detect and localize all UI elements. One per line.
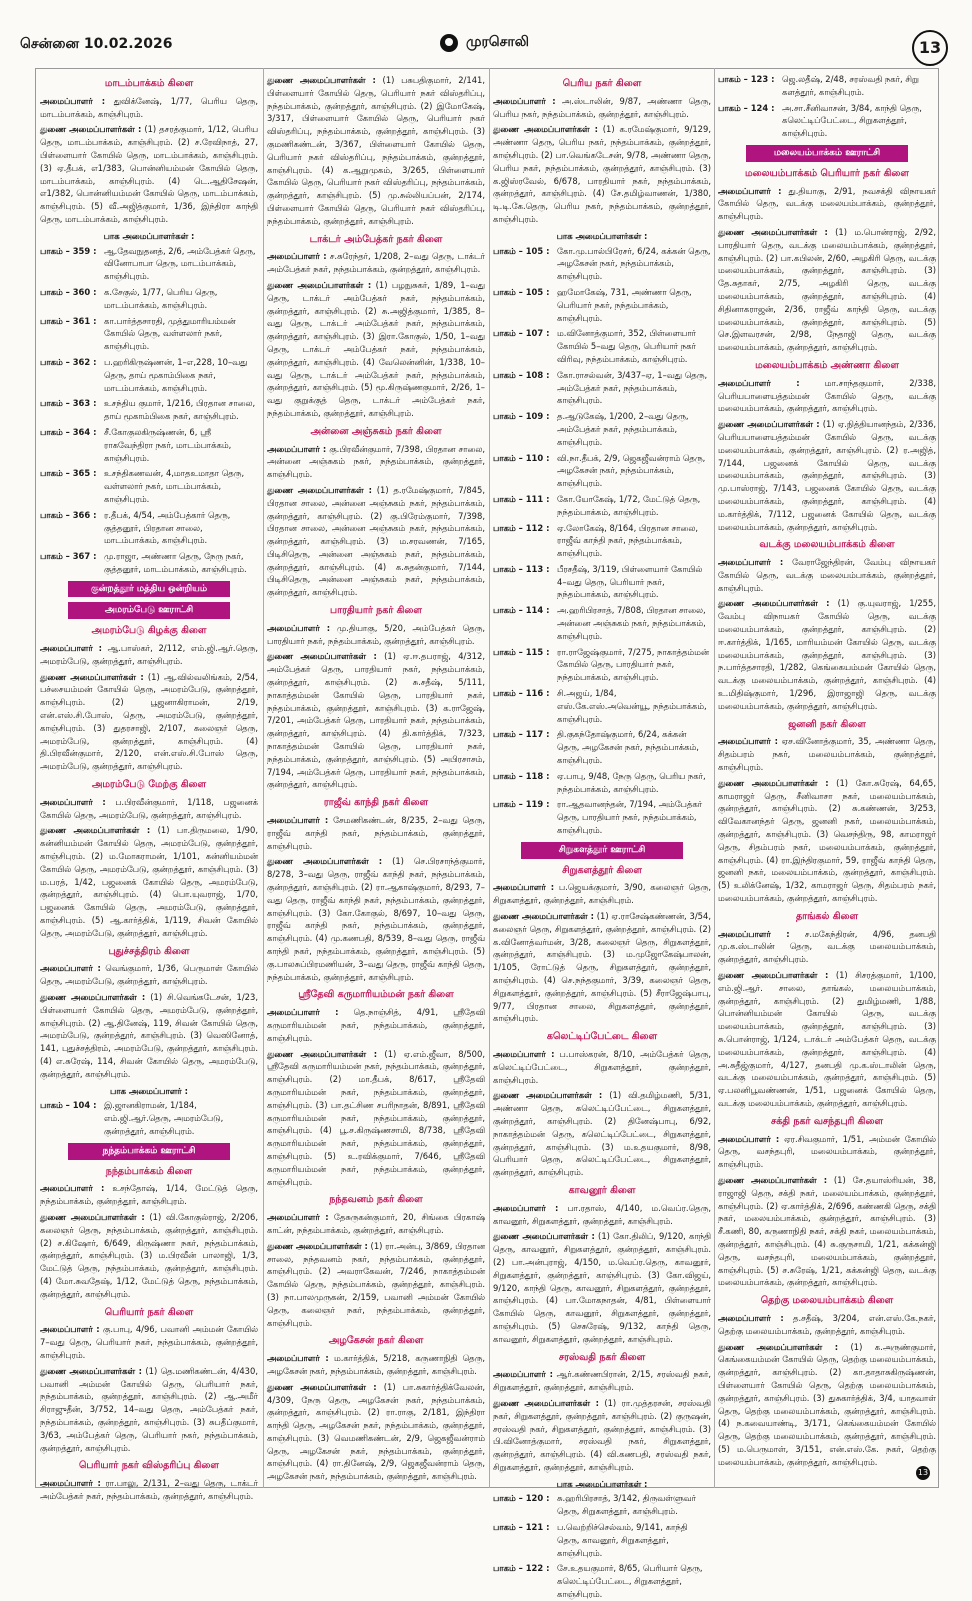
member-details: (1) க.அருண்குமார், கெங்கையம்மன் கோயில் தெரு, தெற்கு மலையம்பாக்கம், குன்றத்தூர், காஞ்சிபுரம். (2) கா.தாதாசுகிருஷ்ணன், பிள்ளையார் கோயில் தெரு, தெற்கு மலையம்பாக்கம், குன்றத்தூர், காஞ்சிபுரம். (3) துசுகார்த்திக், 3/4, யாதவாள் தெரு, தெற்கு மலையம்பாக்கம், குன்றத்தூர், காஞ்சிபுரம். (4) ந.கவையாண்டி, 3/171, கெங்கையம்மன் கோயில் தெரு, தெற்கு மலையம்பாக்கம், குன்றத்தூர், காஞ்சிபுரம். (5) ம.பெருமாள், 3/151, என்.எஸ்.கே. நகர், தெற்கு மலையம்பாக்கம், குன்றத்தூர், காஞ்சிபுரம். <box>718 1341 937 1467</box>
role-label: துணை அமைப்பாளர்கள் : <box>40 1211 145 1222</box>
member-details: தெ.நாஞ்சித், 4/91, ஸ்ரீதேவி கருமாரியம்மன் நகர், நந்தம்பாக்கம், குன்றத்தூர், காஞ்சிபுரம். <box>267 1007 485 1043</box>
booth-number: பாகம் – 105 : <box>493 245 550 256</box>
booth-number: பாகம் – 124 : <box>718 102 775 113</box>
member-details: ஏர.சிவகுமார், 1/51, அம்மன் கோயில் தெரு, வசந்தபுரி, மலையம்பாக்கம், குன்றத்தூர், காஞ்சிபுரம். <box>718 1133 936 1170</box>
branch-heading: ஸ்ரீதேவி கருமாரியம்மன் நகர் கிளை <box>298 989 454 1001</box>
role-label: அமைப்பாளர் : <box>493 1369 553 1380</box>
branch-heading: நந்தம்பாக்கம் கிளை <box>105 1165 193 1177</box>
member-entry <box>267 1211 485 1237</box>
booth-member: ப.ஹரிகிருஷ்ணன், 1–எ,228, 10–வது தெரு, தாய் மூகாம்பிகை நகர், மாடம்பாக்கம், காஞ்சிபுரம். <box>104 356 248 393</box>
branch-heading: காவனூர் கிளை <box>568 1184 636 1196</box>
booth-row <box>493 410 711 448</box>
booth-member: உசந்திகணவன், 4,மாதஉமாதா தெரு, வள்ளலார் நகர், மாடம்பாக்கம், காஞ்சிபுரம். <box>104 468 245 504</box>
member-entry <box>40 95 258 121</box>
member-details: கு.பிரவீன்குமார், 7/398, பிரதான சாலை, அன்னை அஞ்சுகம் நகர், நந்தம்பாக்கம், குன்றத்தூர், காஞ்சிபுரம். <box>267 443 486 480</box>
role-label: துணை அமைப்பாளர்கள் : <box>267 484 372 495</box>
member-details: ப.ஜெயக்குமார், 3/90, கலைஞர் தெரு, சிறுகளத்தூர், குன்றத்தூர், காஞ்சிபுரம். <box>493 882 711 906</box>
booth-row <box>40 1099 258 1137</box>
page-number-badge: 13 <box>912 30 948 66</box>
role-label: அமைப்பாளர் : <box>267 1007 339 1018</box>
member-entry <box>718 1174 936 1289</box>
booth-row <box>40 509 258 547</box>
member-details: (1) ரா.முத்தரசன், சரஸ்வதி நகர், சிறுகளத்தூர், குன்றத்தூர், காஞ்சிபுரம். (2) குருஷன், சரஸ்வதி நகர், சிறுகளத்தூர், குன்றத்தூர், காஞ்சிபுரம். (3) பி.வினோத்குமார், சரஸ்வதி நகர், சிறுகளத்தூர், குன்றத்தூர், காஞ்சிபுரம். (4) வி.கணபதி, சரஸ்வதி நகர், சிறுகளத்தூர், குன்றத்தூர், காஞ்சிபுரம். <box>493 1397 712 1472</box>
member-details: மா.சாந்தகுமார், 2/338, பெரியபாளையத்தம்மன் கோயில் தெரு, வடக்கு மலையம்பாக்கம், குன்றத்தூர், காஞ்சிபுரம். <box>718 377 936 414</box>
role-label: துணை அமைப்பாளர்கள் : <box>267 1240 368 1251</box>
booth-member: அ.சா.சீனிவாசன், 3/84, காந்தி தெரு, கலெட்டிப்பேட்டை, சிறுகளத்தூர், காஞ்சிபுரம். <box>782 102 922 139</box>
sub-heading: பாக அமைப்பாளர்கள் : <box>556 1478 648 1489</box>
booth-number: பாகம் – 116 : <box>493 688 550 699</box>
booth-member: சி.அஜய், 1/84, எஸ்.கே.எஸ்.அவென்யூ, நந்தம்பாக்கம், காஞ்சிபுரம். <box>557 688 707 724</box>
member-details: (1) ஏ.நித்தியானந்தம், 2/336, பெரியபாளையத்தம்மன் கோயில் தெரு, வடக்கு மலையம்பாக்கம், குன்றத்தூர், காஞ்சிபுரம். (2) ர.அஜித், 7/144, பஜனைக் கோயில் தெரு, வடக்கு மலையம்பாக்கம், குன்றத்தூர், காஞ்சிபுரம். (3) மு.பாஸ்ராஜ், 7/143, பஜனைக் கோயில் தெரு, வடக்கு மலையம்பாக்கம், குன்றத்தூர், காஞ்சிபுரம். (4) ம.கார்த்திக், 7/112, பஜனைக் கோயில் தெரு, வடக்கு மலையம்பாக்கம், குன்றத்தூர், காஞ்சிபுரம். <box>718 419 936 532</box>
role-label: துணை அமைப்பாளர்கள் : <box>40 124 142 135</box>
role-label: அமைப்பாளர் : <box>493 1202 559 1213</box>
member-entry <box>718 377 936 415</box>
booth-member: ர.தீபக், 4/54, அம்பேத்கார் தெரு, குத்தனூர், பிரதான சாலை, மாடம்பாக்கம், காஞ்சிபுரம். <box>104 509 231 546</box>
member-entry <box>718 1133 936 1171</box>
member-details: த.சதீஷ், 3/204, என்.எஸ்.கே.நகர், தெற்கு மலையம்பாக்கம், குன்றத்தூர், காஞ்சிபுரம். <box>718 1312 936 1336</box>
booth-row <box>493 1562 711 1600</box>
member-entry <box>493 123 711 225</box>
member-entry <box>267 650 485 791</box>
branch-heading: மலையம்பாக்கம் பெரியார் நகர் கிளை <box>745 167 909 179</box>
member-details: (1) ஏ.எம்.ஜீவா, 8/500, ஸ்ரீதேவி கருமாரியம்மன் நகர், நந்தம்பாக்கம், குன்றத்தூர், காஞ்சிபுரம். (2) மா.தீபக், 8/617, ஸ்ரீதேவி கருமாரியம்மன் நகர், நந்தம்பாக்கம், குன்றத்தூர், காஞ்சிபுரம். (3) பா.தட்சிண சபரிநாதன், 8/891, ஸ்ரீதேவி கருமாரியம்மன் நகர், நந்தம்பாக்கம், குன்றத்தூர், காஞ்சிபுரம். (4) பூ.ச.கிருஷ்ணசாமி, 8/738, ஸ்ரீதேவி கருமாரியம்மன் நகர், நந்தம்பாக்கம், குன்றத்தூர், காஞ்சிபுரம். (5) உ.ரவிக்குமார், 7/646, ஸ்ரீதேவி கருமாரியம்மன் நகர், நந்தம்பாக்கம், குன்றத்தூர், காஞ்சிபுரம். <box>267 1048 485 1187</box>
role-label: அமைப்பாளர் : <box>40 963 101 974</box>
role-label: அமைப்பாளர் : <box>40 1324 100 1335</box>
branch-heading: வடக்கு மலையம்பாக்கம் கிளை <box>759 539 895 551</box>
member-entry <box>267 855 485 983</box>
member-entry <box>40 1211 258 1301</box>
member-entry <box>493 910 711 1025</box>
booth-member: ஏ.லோகேஷ், 8/164, பிரதான சாலை, ராஜீவ் காந்தி நகர், நந்தம்பாக்கம், காஞ்சிபுரம். <box>557 522 699 559</box>
booth-member: சு.ஹரிபிரசாத், 3/142, திருவள்ளுவர் தெரு, சிறுகளத்தூர், காஞ்சிபுரம். <box>557 1493 697 1517</box>
booth-row <box>718 102 936 140</box>
booth-member: தி.குகந்தோஷ்குமார், 6/24, கக்கன் தெரு, அழகேசன் நகர், நந்தம்பாக்கம், காஞ்சிபுரம். <box>557 729 699 766</box>
role-label: துணை அமைப்பாளர்கள் : <box>718 1341 839 1352</box>
role-label: அமைப்பாளர் : <box>493 95 556 106</box>
booth-row <box>493 563 711 601</box>
booth-number: பாகம் – 361 : <box>40 315 97 326</box>
member-entry <box>40 824 258 939</box>
member-details: (1) ம.பொன்ராஜ், 2/92, பாரதியார் தெரு, வடக்கு மலையம்பாக்கம், குன்றத்தூர், காஞ்சிபுரம். (2) பா.கபிலன், 2/60, அழகிரி தெரு, வடக்கு மலையம்பாக்கம், குன்றத்தூர், காஞ்சிபுரம். (3) தே.சுதாகர், 2/75, அழகிரி தெரு, வடக்கு மலையம்பாக்கம், குன்றத்தூர், காஞ்சிபுரம். (4) சிதினாகராஜன், 2/36, ராஜீவ் காந்தி தெரு, வடக்கு மலையம்பாக்கம், குன்றத்தூர், காஞ்சிபுரம். (5) செ.இளவரசன், 2/98, நேதாஜி தெரு, வடக்கு மலையம்பாக்கம், குன்றத்தூர், காஞ்சிபுரம். <box>718 226 936 353</box>
member-details: (1) கு.யுவராஜ், 1/255, வேம்பு விநாயகர் கோயில் தெரு, வடக்கு மலையம்பாக்கம், குன்றத்தூர், காஞ்சிபுரம். (2) ஈ.கார்த்திக், 1/165, மாரியம்மன் கோயில் தெரு, வடக்கு மலையம்பாக்கம், குன்றத்தூர், காஞ்சிபுரம். (3) ந.பார்த்தசாரதி, 1/282, கெங்கையம்மன் கோயில் தெரு, வடக்கு மலையம்பாக்கம், குன்றத்தூர், காஞ்சிபுரம். (4) உ.மிதிஷ்குமார், 1/296, இராஜாஜி தெரு, வடக்கு மலையம்பாக்கம், குன்றத்தூர், காஞ்சிபுரம். <box>718 598 937 711</box>
member-details: (1) க.ரமேஷ்குமார், 9/129, அண்ணா தெரு, பெரிய நகர், நந்தம்பாக்கம், குன்றத்தூர், காஞ்சிபுரம். (2) பா.வெங்கடேசன், 9/78, அண்ணா தெரு, பெரிய நகர், நந்தம்பாக்கம், குன்றத்தூர், காஞ்சிபுரம். (3) க.ஜிஸ்ரவேல், 6/678, பாரதியார் நகர், நந்தம்பாக்கம், குன்றத்தூர், காஞ்சிபுரம். (4) சே.தமிழ்வாணன், 1/380, டி.டி.கே.தெரு, பெரிய நகர், நந்தம்பாக்கம், குன்றத்தூர், காஞ்சிபுரம். <box>493 124 711 224</box>
member-entry <box>40 671 258 773</box>
booth-row <box>40 550 258 576</box>
member-entry <box>40 642 258 668</box>
sub-heading: பாக அமைப்பாளர் : <box>110 1085 188 1096</box>
role-label: அமைப்பாளர் : <box>267 815 329 826</box>
booth-member: ஹமோகேஷ், 731, அண்ணா தெரு, பெரியார் நகர், நந்தம்பாக்கம், காஞ்சிபுரம். <box>557 286 692 323</box>
member-entry <box>493 1048 711 1086</box>
booth-member: மு.ராஜா, அண்ணா தெரு, நேரு நகர், குத்தனூர், மாடம்பாக்கம், காஞ்சிபுரம். <box>104 551 247 574</box>
booth-number: பாகம் – 104 : <box>40 1100 97 1111</box>
member-entry <box>718 597 936 712</box>
member-entry <box>267 814 485 852</box>
role-label: துணை அமைப்பாளர்கள் : <box>493 911 594 922</box>
booth-row <box>493 245 711 283</box>
member-entry <box>718 969 936 1110</box>
member-entry <box>267 279 485 420</box>
branch-heading: அமரம்பேடு கிழக்கு கிளை <box>91 625 207 637</box>
role-label: துணை அமைப்பாளர்கள் : <box>718 598 830 609</box>
booth-row <box>40 397 258 423</box>
branch-heading: கலெட்டிப்பேட்டை கிளை <box>546 1031 658 1043</box>
column-4 <box>718 72 936 1482</box>
booth-number: பாகம் – 110 : <box>493 452 550 463</box>
branch-heading: தாங்கல் கிளை <box>795 910 859 922</box>
role-label: துணை அமைப்பாளர்கள் : <box>40 992 146 1002</box>
branch-heading: பெரியார் நகர் கிளை <box>104 1306 194 1318</box>
member-details: (1) ஏ.ராசேஷ்கண்ணன், 3/54, கலைஞர் தெரு, சிறுகளத்தூர், குன்றத்தூர், காஞ்சிபுரம். (2) க.வினோத்வர்மன், 3/28, கலைஞர் தெரு, சிறுகளத்தூர், குன்றத்தூர், காஞ்சிபுரம். (3) ம.முஜோகேஷ்பாலன், 1/105, ரோட்டுத் தெரு, சிறுகளத்தூர், குன்றத்தூர், காஞ்சிபுரம். (4) செ.நந்தகுமார், 3/39, கலைஞர் தெரு, சிறுகளத்தூர், குன்றத்தூர், காஞ்சிபுரம். (5) சீராஜேஷ்பாபு, 9/77, பிரதான சாலை, சிறுகளத்தூர், குன்றத்தூர், காஞ்சிபுரம். <box>493 911 711 1024</box>
member-details: (1) ரா.அன்பு, 3/869, பிரதான சாலை, நந்தவனம் நகர், நந்தம்பாக்கம், குன்றத்தூர், காஞ்சிபுரம். (2) அவராகேவன், 7/246, நாகாத்தம்மன் கோயில் தெரு, நந்தம்பாக்கம், குன்றத்தூர், காஞ்சிபுரம். (3) நா.பாலமுருகன், 2/159, பவானி அம்மன் கோயில் தெரு, கலைஞர் நகர், நந்தம்பாக்கம், குன்றத்தூர், காஞ்சிபுரம். <box>267 1240 486 1328</box>
column-1 <box>40 72 259 1501</box>
branch-heading: டாக்டர் அம்பேத்கர் நகர் கிளை <box>309 233 443 245</box>
booth-row <box>493 687 711 725</box>
member-details: (1) செ.பிரசாந்த்குமார், 8/278, 3–வது தெரு, ராஜீவ் காந்தி நகர், நந்தம்பாக்கம், குன்றத்தூர், காஞ்சிபுரம். (2) ரா.ஆகாஷ்குமார், 8/293, 7–வது தெரு, ராஜீவ் காந்தி நகர், நந்தம்பாக்கம், குன்றத்தூர், காஞ்சிபுரம். (3) கோ.கோகுல், 8/697, 10–வது தெரு, ராஜீவ் காந்தி நகர், நந்தம்பாக்கம், குன்றத்தூர், காஞ்சிபுரம். (4) மு.கணபதி, 8/539, 8–வது தெரு, ராஜீவ் காந்தி நகர், நந்தம்பாக்கம், குன்றத்தூர், காஞ்சிபுரம். (5) கு.பாலசுப்பிரமணியன், 3–வது தெரு, ராஜீவ் காந்தி தெரு, நந்தம்பாக்கம், குன்றத்தூர், காஞ்சிபுரம். <box>267 856 486 982</box>
member-details: (1) சிசரத்குமார், 1/100, எம்.ஜி.ஆர். சாலை, தாங்கல், மலையம்பாக்கம், குன்றத்தூர், காஞ்சிபுரம். (2) துமிழ்மணி, 1/88, பொன்னியம்மன் கோயில் தெரு, வடக்கு மலையம்பாக்கம், குன்றத்தூர், காஞ்சிபுரம். (3) சு.பொன்ராஜ், 1/124, டாக்டர் அம்பேத்கர் தெரு, வடக்கு மலையம்பாக்கம், குன்றத்தூர், காஞ்சிபுரம். (4) அ.சுதீஜ்குமார், 4/127, தனபதி மு.க.ஸ்டாலின் தெரு, வடக்கு மலையம்பாக்கம், குன்றத்தூர், காஞ்சிபுரம். (5) ஏ.பலனிபூவண்ணன், 1/51, பஜனைக் கோயில் தெரு, வடக்கு மலையம்பாக்கம், குன்றத்தூர், காஞ்சிபுரம். <box>718 970 936 1108</box>
booth-number: பாகம் – 109 : <box>493 411 550 422</box>
booth-row <box>40 245 258 283</box>
booth-number: பாகம் – 112 : <box>493 522 550 533</box>
booth-number: பாகம் – 113 : <box>493 563 550 574</box>
member-entry <box>40 991 258 1081</box>
booth-member: ரா.ஆதவானந்தன், 7/194, அம்பேத்கர் தெரு, பாரதியார் நகர், நந்தம்பாக்கம், காஞ்சிபுரம். <box>557 799 703 836</box>
booth-number: பாகம் – 120 : <box>493 1493 550 1504</box>
booth-member: கோ.மு.பால்பிரேசர், 6/24, கக்கன் தெரு, அழகேசன் நகர், நந்தம்பாக்கம், காஞ்சிபுரம். <box>557 245 711 282</box>
booth-row <box>493 369 711 407</box>
booth-number: பாகம் – 119 : <box>493 799 550 810</box>
booth-row <box>40 467 258 505</box>
booth-row <box>493 1521 711 1559</box>
sub-heading: பாக அமைப்பாளர்கள் : <box>103 230 195 241</box>
member-entry <box>718 1341 936 1469</box>
branch-heading: அழகேசன் நகர் கிளை <box>328 1335 424 1347</box>
member-details: (1) பா.சுகார்த்திக்வேலன், 4/309, நேரு தெரு, அழகேசன் நகர், நந்தம்பாக்கம், குன்றத்தூர், காஞ்சிபுரம். (2) ரா.ராகு, 2/181, இந்திரா காந்தி தெரு, அழகேசன் நகர், நந்தம்பாக்கம், குன்றத்தூர், காஞ்சிபுரம். (3) வெமணிகண்டன், 2/9, ஜெகஜீவன்ராம் தெரு, அழகேசன் நகர், நந்தம்பாக்கம், குன்றத்தூர், காஞ்சிபுரம். (4) ரா.தினேஷ், 2/9, ஜெகஜீவன்ராம் தெரு, அழகேசன் நகர், நந்தம்பாக்கம், குன்றத்தூர், காஞ்சிபுரம். <box>267 1381 485 1482</box>
role-label: துணை அமைப்பாளர்கள் : <box>493 1231 595 1242</box>
role-label: அமைப்பாளர் : <box>267 251 327 262</box>
booth-member: சீ.கோகுலகிருஷ்ணன், 6, ஸ்ரீ ராகவேந்திரா நகர், மாடம்பாக்கம், காஞ்சிபுரம். <box>104 426 232 463</box>
booth-member: கோ.ராசல்வன், 3/437–ஏ, 1–வது தெரு, அம்பேத்கர் நகர், நந்தம்பாக்கம், காஞ்சிபுரம். <box>557 369 708 406</box>
booth-row <box>493 493 711 519</box>
member-entry <box>493 1089 711 1179</box>
branch-heading: ஜனனி நகர் கிளை <box>788 718 866 730</box>
section-banner: நந்தம்பாக்கம் ஊராட்சி <box>68 1143 230 1160</box>
booth-member: ஏ.பாபு, 9/48, நேரு தெரு, பெரிய நகர், நந்தம்பாக்கம், காஞ்சிபுரம். <box>557 770 706 794</box>
member-entry <box>718 1312 936 1338</box>
sub-heading: பாக அமைப்பாளர்கள் : <box>556 230 648 241</box>
role-label: அமைப்பாளர் : <box>718 1133 780 1144</box>
member-entry <box>267 1048 485 1189</box>
booth-number: பாகம் – 118 : <box>493 770 550 781</box>
branch-heading: ராஜீவ் காந்தி நகர் கிளை <box>323 797 429 809</box>
member-details: உசந்தோஷ், 1/14, மேட்டுத் தெரு, நந்தம்பாக்கம், குன்றத்தூர், காஞ்சிபுரம். <box>40 1183 259 1207</box>
member-details: (1) கோ.திலிப், 9/120, காந்தி தெரு, காவனூர், சிறுகளத்தூர், குன்றத்தூர், காஞ்சிபுரம். (2) பா.அன்புராஜ், 4/150, ம.வெப்ர.தெரு, காவனூர், சிறுகளத்தூர், குன்றத்தூர், காஞ்சிபுரம். (3) கோ.விஜய், 9/120, காந்தி தெரு, காவனூர், சிறுகளத்தூர், குன்றத்தூர், காஞ்சிபுரம். (4) பா.மோகநாதன், 4/81, பிள்ளையார் கோயில் தெரு, காவனூர், சிறுகளத்தூர், குன்றத்தூர், காஞ்சிபுரம். (5) செசுரேஷ், 9/132, காந்தி தெரு, காவனூர், சிறுகளத்தூர், குன்றத்தூர், காஞ்சிபுரம். <box>493 1231 712 1344</box>
role-label: துணை அமைப்பாளர்கள் : <box>493 1397 600 1408</box>
booth-row <box>493 452 711 490</box>
member-details: வேராஜேந்திரன், வேம்பு விநாயகர் கோயில் தெரு, வடக்கு மலையம்பாக்கம், குன்றத்தூர், காஞ்சிபுரம். <box>718 557 936 593</box>
role-label: துணை அமைப்பாளர்கள் : <box>718 226 828 237</box>
member-entry <box>493 1397 711 1474</box>
branch-heading: மாடம்பாக்கம் கிளை <box>104 78 194 89</box>
member-details: (1) தெ.மணிகண்டன், 4/430, பவானி அம்மன் கோயில் தெரு, பெரியார் நகர், நந்தம்பாக்கம், குன்றத்தூர், காஞ்சிபுரம். (2) ஆ.அமீர் சிராஜுதீன், 3/752, 14–வது தெரு, அம்பேத்கர் நகர், நந்தம்பாக்கம், குன்றத்தூர், காஞ்சிபுரம். (3) சுபதீப்குமார், 3/63, அம்பேத்கர் தெரு, பெரியார் நகர், நந்தம்பாக்கம், குன்றத்தூர், காஞ்சிபுரம். <box>40 1365 258 1453</box>
booth-row <box>493 1492 711 1518</box>
member-details: (1) வி.கோகுல்ராஜ், 2/206, கலைஞர் தெரு, நந்தம்பாக்கம், குன்றத்தூர், காஞ்சிபுரம். (2) ச.கிஷோர், 6/649, கிருஷ்ணா நகர், நந்தம்பாக்கம், குன்றத்தூர், காஞ்சிபுரம். (3) ம.பிரவீன் பாலாஜி, 1/3, மேட்டுத் தெரு, நந்தம்பாக்கம், குன்றத்தூர், காஞ்சிபுரம். (4) மோ.சுவதேஷ், 1/12, மேட்டுத் தெரு, நந்தம்பாக்கம், குன்றத்தூர், காஞ்சிபுரம். <box>40 1211 259 1299</box>
member-entry <box>267 1006 485 1044</box>
member-details: (1) வி.தமிழ்மணி, 5/31, அண்ணா தெரு, கலெட்டிப்பேட்டை, சிறுகளத்தூர், குன்றத்தூர், காஞ்சிபுரம். (2) தினேஷ்பாபு, 6/92, நாகாத்தம்மன் தெரு, கலெட்டிப்பேட்டை, சிறுகளத்தூர், குன்றத்தூர், காஞ்சிபுரம். (3) ம.உதயகுமார், 8/98, பெரியார் தெரு, கலெட்டிப்பேட்டை, சிறுகளத்தூர், குன்றத்தூர், காஞ்சிபுரம். <box>493 1090 712 1178</box>
member-entry <box>40 1365 258 1455</box>
role-label: துணை அமைப்பாளர்கள் : <box>40 825 151 836</box>
booth-member: உசந்திய குமார், 1/216, பிரதான சாலை, தாய் மூகாம்பிகை நகர், காஞ்சிபுரம். <box>104 398 256 422</box>
role-label: துணை அமைப்பாளர்கள் : <box>493 124 598 135</box>
booth-member: ம.வினோத்குமார், 352, பிள்ளையார் கோயில் 5–வது தெரு, பெரியார் நகர் விரிவு, நந்தம்பாக்கம், காஞ்சிபுரம். <box>557 328 696 364</box>
role-label: துணை அமைப்பாளர்கள் : <box>718 1174 828 1185</box>
member-details: (1) கோ.சுரேஷ், 64,65, காமராஜர் தெரு, சீனிவாசா நகர், மலையம்பாக்கம், குன்றத்தூர், காஞ்சிபுரம். (2) சு.கண்ணன், 3/253, விவேகானந்தர் தெரு, ஜனனி நகர், மலையம்பாக்கம், குன்றத்தூர், காஞ்சிபுரம். (3) வெசந்திரு, 98, காமராஜர் தெரு, சிதம்பரம் நகர், மலையம்பாக்கம், குன்றத்தூர், காஞ்சிபுரம். (4) ரா.இந்திரகுமார், 59, ராஜீவ் காந்தி தெரு, ஜனனி நகர், மலையம்பாக்கம், குன்றத்தூர், காஞ்சிபுரம். (5) உலிக்னேஷ், 1/32, காமராஜர் தெரு, சிதம்பரம் நகர், மலையம்பாக்கம், குன்றத்தூர், காஞ்சிபுரம். <box>718 777 936 904</box>
booth-row <box>40 426 258 464</box>
role-label: அமைப்பாளர் : <box>267 443 327 454</box>
role-label: துணை அமைப்பாளர்கள் : <box>718 777 829 788</box>
role-label: துணை அமைப்பாளர்கள் : <box>493 1090 603 1101</box>
member-details: பா.ரதாஸ், 4/140, ம.வெப்ர.தெரு, காவனூர், சிறுகளத்தூர், குன்றத்தூர், காஞ்சிபுரம். <box>493 1202 711 1226</box>
member-details: (1) ஆ.வில்வலிங்கம், 2/54, பச்சையம்மன் கோயில் தெரு, அமரம்பேடு, குன்றத்தூர், காஞ்சிபுரம். (2) பூஜனாகிராமன், 2/19, என்.எஸ்.சி.போஸ், தெரு, அமரம்பேடு, குன்றத்தூர், காஞ்சிபுரம். (3) துதரசாஜி, 2/107, கலைஞர் தெரு, அமரம்பேடு, குன்றத்தூர், காஞ்சிபுரம். (4) தி.பிரவீன்குமார், 2/120, என்.எஸ்.சி.போஸ் தெரு, அமரம்பேடு, குன்றத்தூர், காஞ்சிபுரம். <box>40 671 258 772</box>
member-entry <box>40 962 258 988</box>
booth-row <box>493 327 711 365</box>
booth-row <box>40 286 258 312</box>
member-entry <box>267 1381 485 1483</box>
member-entry <box>718 928 936 966</box>
booth-member: க.சேகுல், 1/77, பெரிய தெரு, மாடம்பாக்கம், காஞ்சிபுரம். <box>104 286 218 310</box>
role-label: அமைப்பாளர் : <box>40 643 102 654</box>
branch-heading: புதுச்சத்திரம் கிளை <box>108 945 190 957</box>
branch-heading: அமரம்பேடு மேற்கு கிளை <box>91 779 207 791</box>
booth-number: பாகம் – 111 : <box>493 493 550 504</box>
role-label: துணை அமைப்பாளர்கள் : <box>718 419 820 430</box>
section-banner: மலையம்பாக்கம் ஊராட்சி <box>746 145 908 162</box>
column-divider <box>714 68 715 1488</box>
member-details: (1) ஏ.ஈ.தபராஜ், 4/312, அம்பேத்கர் தெரு, பாரதியார் நகர், நந்தம்பாக்கம், குன்றத்தூர், காஞ்சிபுரம். (2) சு.சதீஷ், 5/111, நாகாத்தம்மன் கோயில் தெரு, பாரதியார் நகர், நந்தம்பாக்கம், குன்றத்தூர், காஞ்சிபுரம். (3) க.ராஜேஷ், 7/201, அம்பேத்கர் தெரு, பாரதியார் நகர், நந்தம்பாக்கம், குன்றத்தூர், காஞ்சிபுரம். (4) தி.கார்த்திக், 7/323, நாகாத்தம்மன் கோயில் தெரு, பாரதியார் நகர், நந்தம்பாக்கம், குன்றத்தூர், காஞ்சிபுரம். (5) அபிரசாசம், 7/194, அம்பேத்கர் தெரு, பாரதியார் நகர், நந்தம்பாக்கம், குன்றத்தூர், காஞ்சிபுரம். <box>267 651 486 790</box>
booth-row <box>493 728 711 766</box>
booth-number: பாகம் – 123 : <box>718 74 775 84</box>
member-entry <box>493 1368 711 1394</box>
member-details: (1) சே.தயாஸ்ரியன், 38, ராஜாஜி தெரு, சக்தி நகர், மலையம்பாக்கம், குன்றத்தூர், காஞ்சிபுரம். (2) ஏ.கார்த்திக், 2/696, கண்ணகி தெரு, சக்தி நகர், மலையம்பாக்கம், குன்றத்தூர், காஞ்சிபுரம். (3) சீ.கணி, 80, கருணாநிதி நகர், சக்தி நகர், மலையம்பாக்கம், குன்றத்தூர், காஞ்சிபுரம். (4) சு.குருசாமி, 1/21, கக்கன்ஜி தெரு, வசந்தபுரி, மலையம்பாக்கம், குன்றத்தூர், காஞ்சிபுரம். (5) ச.சுரேஷ், 1/21, கக்கன்ஜி தெரு, வடக்கு மலையம்பாக்கம், குன்றத்தூர், காஞ்சிபுரம். <box>718 1174 936 1288</box>
section-banner: சிறுகளத்தூர் ஊராட்சி <box>521 842 683 859</box>
booth-member: கா.பார்த்தசாரதி, முத்துமாரியம்மன் கோயில் தெரு, வள்ளலார் நகர், காஞ்சிபுரம். <box>104 315 236 352</box>
booth-member: அ.ஹரிபிரசாத், 7/808, பிரதான சாலை, அன்னை அஞ்சுகம் நகர், நந்தம்பாக்கம், காஞ்சிபுரம். <box>557 605 706 641</box>
footer-page-number: 13 <box>916 1466 930 1480</box>
role-label: துணை அமைப்பாளர்கள் : <box>267 75 376 85</box>
member-entry <box>493 1230 711 1345</box>
booth-number: பாகம் – 122 : <box>493 1563 550 1574</box>
member-details: தேசுருகன்குமார், 20, சிங்கை பிரகாஷ் காட்ன், நந்தம்பாக்கம், குன்றத்தூர், காஞ்சிபுரம். <box>267 1212 485 1235</box>
paper-name: முரசொலி <box>466 34 529 50</box>
role-label: துணை அமைப்பாளர்கள் : <box>40 1365 143 1376</box>
branch-heading: சிறுகளத்தூர் கிளை <box>562 864 642 876</box>
branch-heading: அன்னை அஞ்சுகம் நகர் கிளை <box>310 425 442 437</box>
member-entry <box>40 1182 258 1208</box>
booth-number: பாகம் – 108 : <box>493 369 550 380</box>
member-entry <box>40 1477 258 1503</box>
role-label: அமைப்பாளர் : <box>718 377 800 388</box>
member-entry <box>267 250 485 276</box>
role-label: துணை அமைப்பாளர்கள் : <box>718 970 829 980</box>
role-label: துணை அமைப்பாளர்கள் : <box>267 1381 377 1392</box>
rising-sun-icon <box>440 34 458 52</box>
member-details: (1) பசுபதிகுமார், 2/141, பிள்ளையார் கோயில் தெரு, பெரியார் நகர் விஸ்தரிப்பு, நந்தம்பாக்கம், குன்றத்தூர், காஞ்சிபுரம். (2) இமோகேஷ், 3/317, பிள்ளையார் கோயில் தெரு, பெரியார் நகர் விஸ்தரிப்பு, நந்தம்பாக்கம், குன்றத்தூர், காஞ்சிபுரம். (3) குமணிகண்டன், 3/367, பிள்ளையார் கோயில் தெரு, பெரியார் நகர் விஸ்தரிப்பு, நந்தம்பாக்கம், குன்றத்தூர், காஞ்சிபுரம். (4) க.ஆறுமுகம், 3/265, பிள்ளையார் கோயில் தெரு, பெரியார் நகர் விஸ்தரிப்பு, நந்தம்பாக்கம், குன்றத்தூர், காஞ்சிபுரம். (5) மு.சுல்லியப்பன், 2/174, பிள்ளையார் கோயில் தெரு, பெரியார் நகர் விஸ்தரிப்பு, நந்தம்பாக்கம், குன்றத்தூர், காஞ்சிபுரம். <box>267 75 486 226</box>
paper-title <box>440 34 529 52</box>
branch-heading: தெற்கு மலையம்பாக்கம் கிளை <box>760 1295 894 1307</box>
member-details: ம.கார்த்திக், 5/218, கருணாநிதி தெரு, அழகேசன் நகர், நந்தம்பாக்கம், குன்றத்தூர், காஞ்சிபுரம். <box>267 1353 486 1376</box>
role-label: அமைப்பாளர் : <box>40 1183 105 1194</box>
branch-heading: நந்தவனம் நகர் கிளை <box>329 1194 423 1206</box>
booth-member: சே.உதயகுமார், 8/65, பெரியார் தெரு, கலெட்டிப்பேட்டை, சிறுகளத்தூர், காஞ்சிபுரம். <box>557 1563 703 1600</box>
column-divider <box>263 68 264 1488</box>
column-2 <box>267 72 485 1482</box>
role-label: அமைப்பாளர் : <box>40 1478 101 1489</box>
booth-number: பாகம் – 105 : <box>493 286 550 297</box>
member-details: ஏச.வினோத்குமார், 35, அண்ணா தெரு, சிதம்பரம் நகர், மலையம்பாக்கம், குன்றத்தூர், காஞ்சிபுரம். <box>718 736 936 773</box>
member-details: அ.ஸ்டாலின், 9/87, அண்ணா தெரு, பெரிய நகர், நந்தம்பாக்கம், குன்றத்தூர், காஞ்சிபுரம். <box>493 95 711 119</box>
member-details: ஆர்.கண்ணபிரான், 2/15, சரஸ்வதி நகர், சிறுகளத்தூர், குன்றத்தூர், காஞ்சிபுரம். <box>493 1369 711 1393</box>
member-details: ஆ.பாஸ்கர், 2/112, எம்.ஜி.ஆர்.தெரு, அமரம்பேடு, குன்றத்தூர், காஞ்சிபுரம். <box>40 643 258 666</box>
role-label: அமைப்பாளர் : <box>493 1048 555 1059</box>
booth-number: பாகம் – 360 : <box>40 286 97 297</box>
booth-member: த.ஆடுகேஷ், 1/200, 2–வது தெரு, அம்பேத்கர் நகர், நந்தம்பாக்கம், காஞ்சிபுரம். <box>557 411 689 447</box>
member-details: (1) தசரத்குமார், 1/12, பெரிய தெரு, மாடம்பாக்கம், காஞ்சிபுரம். (2) ச.ரேவிநாத், 27, பிள்ளையார் கோயில் தெரு, மாடம்பாக்கம், காஞ்சிபுரம். (3) ஏ.தீபக், எ1/383, பொன்னியம்மன் கோயில் தெரு, மாடம்பாக்கம், காஞ்சிபுரம். (4) டெ.ஆதிசேஷன், எ1/382, பொன்னியம்மன் கோயில் தெரு, மாடம்பாக்கம், காஞ்சிபுரம். (5) வீ.அஜித்குமார், 1/36, இந்திரா காந்தி தெரு, மாடம்பாக்கம், காஞ்சிபுரம். <box>40 124 258 224</box>
branch-heading: பெரியார் நகர் விஸ்தரிப்பு கிளை <box>79 1460 219 1472</box>
member-entry <box>718 777 936 905</box>
booth-number: பாகம் – 359 : <box>40 245 97 256</box>
column-3 <box>493 72 712 1600</box>
column-divider <box>489 68 490 1488</box>
booth-member: ரா.ராஜேஷ்குமார், 7/275, நாகாத்தம்மன் கோயில் தெரு, பாரதியார் நகர், நந்தம்பாக்கம், காஞ்சிபுரம். <box>557 646 710 683</box>
booth-row <box>493 604 711 642</box>
role-label: அமைப்பாளர் : <box>718 736 778 747</box>
role-label: அமைப்பாளர் : <box>718 185 782 196</box>
member-details: ப.பிரவீன்குமார், 1/118, பஜனைக் கோயில் தெரு, அமரம்பேடு, குன்றத்தூர், காஞ்சிபுரம். <box>40 796 259 820</box>
booth-number: பாகம் – 107 : <box>493 328 550 339</box>
role-label: அமைப்பாளர் : <box>718 557 784 568</box>
booth-row <box>493 286 711 324</box>
role-label: அமைப்பாளர் : <box>267 1353 329 1364</box>
branch-heading: சக்தி நகர் வசந்தபுரி கிளை <box>770 1115 884 1127</box>
member-entry <box>40 123 258 225</box>
booth-member: ப.வெற்றிச்செல்வம், 9/141, காந்தி தெரு, காவனூர், சிறுகளத்தூர், காஞ்சிபுரம். <box>557 1522 688 1558</box>
booth-member: ஆ.தேவநுதனத், 2/6, அம்பேத்கர் தெரு, வினோபாபா தெரு, மாடம்பாக்கம், காஞ்சிபுரம். <box>104 245 256 282</box>
role-label: துணை அமைப்பாளர்கள் : <box>267 651 377 662</box>
member-details: கு.பாபு, 4/96, பவானி அம்மன் கோயில் 7–வது தெரு, பெரியார் நகர், நந்தம்பாக்கம், குன்றத்தூர், காஞ்சிபுரம். <box>40 1324 258 1360</box>
booth-number: பாகம் – 114 : <box>493 605 550 616</box>
booth-number: பாகம் – 366 : <box>40 509 97 520</box>
member-details: சேமணிகண்டன், 8/235, 2–வது தெரு, ராஜீவ் காந்தி நகர், நந்தம்பாக்கம், குன்றத்தூர், காஞ்சிபுரம். <box>267 815 485 851</box>
member-details: ப.பாஸ்கரன், 8/10, அம்பேத்கர் தெரு, கலெட்டிப்பேட்டை, சிறுகளத்தூர், குன்றத்தூர், காஞ்சிபுரம். <box>493 1048 711 1085</box>
member-entry <box>40 796 258 822</box>
booth-number: பாகம் – 363 : <box>40 398 97 409</box>
booth-member: ஜெ.லதீஷ், 2/48, சரஸ்வதி நகர், சிறு களத்தூர், காஞ்சிபுரம். <box>782 74 919 97</box>
masthead <box>0 0 972 62</box>
booth-row <box>493 646 711 684</box>
member-details: (1) பா.திருமலை, 1/90, கன்னியம்மன் கோயில் தெரு, அமரம்பேடு, குன்றத்தூர், காஞ்சிபுரம். (2) ம.மோகராமன், 1/101, கன்னியம்மன் கோயில் தெரு, அமரம்பேடு, குன்றத்தூர், காஞ்சிபுரம். (3) ம.பரத், 1/42, பஜனைக் கோயில் தெரு, அமரம்பேடு, குன்றத்தூர், காஞ்சிபுரம். (4) பொ.யுவராஜ், 1/70, பஜனைக் கோயில் தெரு, அமரம்பேடு, குன்றத்தூர், காஞ்சிபுரம். (5) ஆ.கார்த்திக், 1/119, சிவன் கோயில் தெரு, அமரம்பேடு, குன்றத்தூர், காஞ்சிபுரம். <box>40 825 258 938</box>
member-details: ரா.பாலு, 2/131, 2–வது தெரு, டாக்டர் அம்பேத்கர் நகர், நந்தம்பாக்கம், குன்றத்தூர், காஞ்சிபுரம். <box>40 1478 258 1501</box>
booth-number: பாகம் – 364 : <box>40 426 97 437</box>
role-label: அமைப்பாளர் : <box>718 1312 784 1323</box>
branch-heading: பாரதியார் நகர் கிளை <box>330 605 422 617</box>
member-entry <box>267 484 485 599</box>
booth-row <box>40 356 258 394</box>
member-entry <box>718 735 936 773</box>
branch-heading: பெரிய நகர் கிளை <box>562 78 642 89</box>
role-label: அமைப்பாளர் : <box>267 622 331 633</box>
role-label: அமைப்பாளர் : <box>40 796 106 807</box>
member-details: (1) பழநுசுகர், 1/89, 1–வது தெரு, டாக்டர் அம்பேத்கர் நகர், நந்தம்பாக்கம், குன்றத்தூர், காஞ்சிபுரம். (2) சு.அஜித்குமார், 1/385, 8–வது தெரு, டாக்டர் அம்பேத்கர் நகர், நந்தம்பாக்கம், குன்றத்தூர், காஞ்சிபுரம். (3) இரா.கோகுல், 1/50, 1–வது தெரு, டாக்டர் அம்பேத்கர் நகர், நந்தம்பாக்கம், குன்றத்தூர், காஞ்சிபுரம். (4) வேலென்னின், 1/338, 10–வது தெரு, டாக்டர் அம்பேத்கர் நகர், நந்தம்பாக்கம், குன்றத்தூர், காஞ்சிபுரம். (5) மூ.கிருஷ்ணகுமார், 2/26, 1–வது குறுக்குத் தெரு, டாக்டர் அம்பேத்கர் நகர், நந்தம்பாக்கம், குன்றத்தூர், காஞ்சிபுரம். <box>267 279 486 418</box>
booth-number: பாகம் – 121 : <box>493 1522 550 1533</box>
booth-member: வி.நா.தீபக், 2/9, ஜெகஜீவன்ராம் தெரு, அழகேசன் நகர், நந்தம்பாக்கம், காஞ்சிபுரம். <box>557 452 706 489</box>
booth-member: கோ.யோகேஷ், 1/72, மேட்டுத் தெரு, நந்தம்பாக்கம், காஞ்சிபுரம். <box>557 493 701 517</box>
role-label: அமைப்பாளர் : <box>40 95 106 106</box>
booth-member: பீரசதீஷ், 3/119, பிள்ளையார் கோயில் 4–வது தெரு, பெரியார் நகர், நந்தம்பாக்கம், காஞ்சிபுரம். <box>557 563 703 600</box>
member-entry <box>267 1240 485 1330</box>
booth-row <box>40 315 258 353</box>
member-entry <box>718 226 936 354</box>
booth-number: பாகம் – 362 : <box>40 356 97 367</box>
booth-number: பாகம் – 117 : <box>493 729 550 740</box>
booth-number: பாகம் – 365 : <box>40 468 97 479</box>
role-label: அமைப்பாளர் : <box>718 928 790 939</box>
role-label: துணை அமைப்பாளர்கள் : <box>40 671 144 682</box>
member-details: (1) த.ரமேஷ்குமார், 7/845, பிரதான சாலை, அன்னை அஞ்சுகம் நகர், நந்தம்பாக்கம், குன்றத்தூர், காஞ்சிபுரம். (2) கு.பிரேம்குமார், 7/398, பிரதான சாலை, அன்னை அஞ்சுகம் நகர், நந்தம்பாக்கம், குன்றத்தூர், காஞ்சிபுரம். (3) ம.சரவணன், 7/165, பிடிசிதெரு, அன்னை அஞ்சுகம் நகர், நந்தம்பாக்கம், குன்றத்தூர், காஞ்சிபுரம். (4) க.சுதன்குமார், 7/144, பிடிசிதெரு, அன்னை அஞ்சுகம் நகர், நந்தம்பாக்கம், குன்றத்தூர், காஞ்சிபுரம். <box>267 484 485 598</box>
member-entry <box>267 622 485 648</box>
member-entry <box>493 95 711 121</box>
role-label: அமைப்பாளர் : <box>267 1212 329 1223</box>
role-label: துணை அமைப்பாளர்கள் : <box>267 1048 378 1059</box>
booth-number: பாகம் – 115 : <box>493 646 550 657</box>
member-entry <box>493 881 711 907</box>
member-entry <box>718 418 936 533</box>
member-details: வெங்குமார், 1/36, பெருமாள் கோயில் தெரு, அமரம்பேடு, குன்றத்தூர், காஞ்சிபுரம். <box>40 963 258 987</box>
branch-heading: மலையம்பாக்கம் அண்ணா கிளை <box>755 359 899 371</box>
member-details: ச.மகேந்திரன், 4/96, தனபதி மு.க.ஸ்டாலின் தெரு, வடக்கு மலையம்பாக்கம், குன்றத்தூர், காஞ்சிபுரம். <box>718 928 936 965</box>
issue-date: சென்னை 10.02.2026 <box>20 36 173 52</box>
section-banner: குன்றத்தூர் மத்திய ஒன்றியம் <box>68 581 230 598</box>
booth-member: இ.ஜானகிராமன், 1/184, எம்.ஜி.ஆர்.தெரு, அமரம்பேடு, குன்றத்தூர், காஞ்சிபுரம். <box>104 1100 224 1136</box>
member-entry <box>718 185 936 223</box>
member-entry <box>267 1352 485 1378</box>
booth-row <box>718 73 936 99</box>
booth-row <box>493 522 711 560</box>
booth-number: பாகம் – 367 : <box>40 551 97 562</box>
section-banner: அமரம்பேடு ஊராட்சி <box>68 602 230 619</box>
member-entry <box>267 443 485 481</box>
role-label: துணை அமைப்பாளர்கள் : <box>267 856 383 867</box>
member-details: து.தியாகு, 2/91, நவசக்தி விநாயகர் கோயில் தெரு, வடக்கு மலையம்பாக்கம், குன்றத்தூர், காஞ்சிபுரம். <box>718 185 936 222</box>
member-entry <box>718 556 936 594</box>
member-details: (1) சி.வெங்கடேசன், 1/23, பிள்ளையார் கோயில் தெரு, அமரம்பேடு, குன்றத்தூர், காஞ்சிபுரம். (2) ஆ.தினேஷ், 119, சிவன் கோயில் தெரு, அமரம்பேடு, குன்றத்தூர், காஞ்சிபுரம். (3) வெஸினோத், 141, புதுச்சத்திரம், அமரம்பேடு, குன்றத்தூர், காஞ்சிபுரம். (4) எ.சுரேஷ், 114, சிவன் கோயில் தெரு, அமரம்பேடு, குன்றத்தூர், காஞ்சிபுரம். <box>40 992 258 1079</box>
member-entry <box>267 74 485 228</box>
role-label: அமைப்பாளர் : <box>493 882 555 893</box>
branch-heading: சரஸ்வதி நகர் கிளை <box>558 1351 646 1363</box>
booth-row <box>493 798 711 836</box>
booth-row <box>493 770 711 796</box>
role-label: துணை அமைப்பாளர்கள் : <box>267 279 372 290</box>
member-details: ச.சுரேந்தர், 1/208, 2–வது தெரு, டாக்டர் அம்பேத்கர் நகர், நந்தம்பாக்கம், குன்றத்தூர், காஞ்சிபுரம். <box>267 251 485 275</box>
member-entry <box>493 1202 711 1228</box>
member-details: துவிக்னேஷ், 1/77, பெரிய தெரு, மாடம்பாக்கம், காஞ்சிபுரம். <box>40 95 258 119</box>
member-entry <box>40 1323 258 1361</box>
member-details: மு.தியாகு, 5/20, அம்பேத்கர் தெரு, பாரதியார் நகர், நந்தம்பாக்கம், குன்றத்தூர், காஞ்சிபுரம். <box>267 622 485 646</box>
